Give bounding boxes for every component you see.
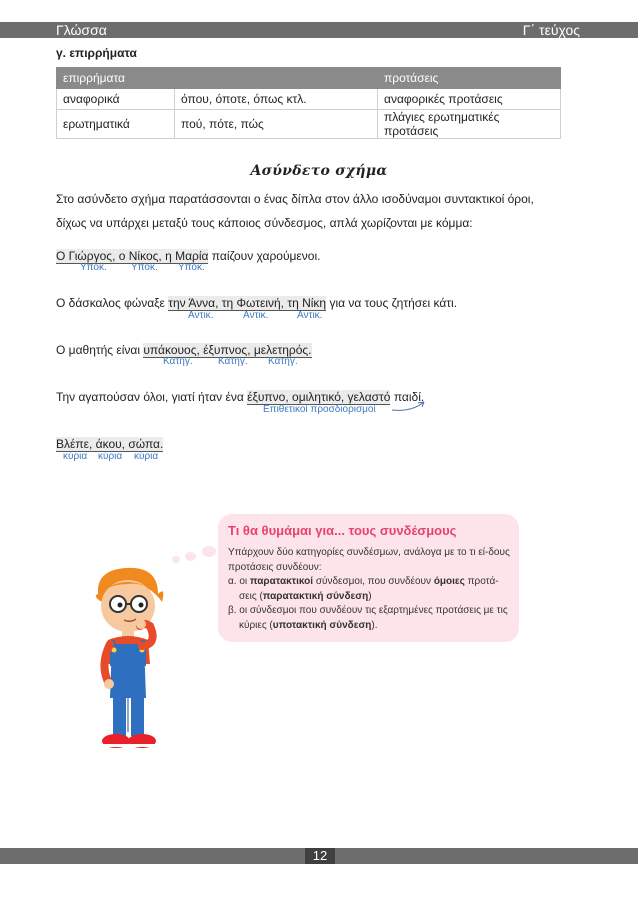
- example-sentence-3: Ο μαθητής είναι υπάκουος, έξυπνος, μελετηρός.: [56, 343, 312, 357]
- table-cell: αναφορικές προτάσεις: [378, 89, 561, 110]
- thought-bubble-dot: [202, 546, 216, 557]
- highlighted-phrase: Ο Γιώργος, ο Νίκος, η Μαρία: [56, 249, 209, 263]
- example-sentence-5: [56, 437, 163, 451]
- table-cell: αναφορικά: [57, 89, 175, 110]
- table-row: [57, 89, 561, 110]
- example-sentence-1: Ο Γιώργος, ο Νίκος, η Μαρία παίζουν χαρούμενοι.: [56, 249, 321, 263]
- tip-box: [218, 514, 519, 642]
- curved-arrow-icon: [390, 398, 430, 414]
- thinking-boy-illustration: [80, 564, 180, 759]
- volume-label: Γ΄ τεύχος: [522, 22, 580, 38]
- table-cell: όπου, όποτε, όπως κτλ.: [175, 89, 378, 110]
- tip-item-b: β. οι σύνδεσμοι που συνδέουν τις εξαρτημένες προτάσεις με τις κύριες (υποτακτική σύνδεση).: [228, 605, 508, 631]
- syntax-label: Κατηγ.: [163, 356, 193, 367]
- syntax-label: Κατηγ.: [268, 356, 298, 367]
- example-sentence-4: Την αγαπούσαν όλοι, γιατί ήταν ένα έξυπνο, ομιλητικό, γελαστό παιδί.: [56, 390, 425, 404]
- syntax-label: κύρια: [63, 451, 88, 462]
- table-cell: πλάγιες ερωτηματικές προτάσεις: [378, 110, 561, 139]
- subject-label: Γλώσσα: [56, 22, 107, 38]
- syntax-label: Υποκ.: [80, 262, 107, 273]
- table-header-row: [57, 68, 561, 89]
- table-header-cell: [175, 68, 378, 89]
- page-number: 12: [305, 848, 335, 864]
- page-footer: [0, 848, 638, 864]
- intro-paragraph: Στο ασύνδετο σχήμα παρατάσσονται ο ένας δίπλα στον άλλο ισοδύναμοι συντακτικοί όροι, δίχως να υπάρχει μεταξύ τους κάποιος σύνδεσμος, απλά χωρίζονται με κόμμα:: [56, 192, 534, 230]
- page-header: [0, 22, 638, 38]
- table-cell: πού, πότε, πώς: [175, 110, 378, 139]
- syntax-label: Υποκ.: [178, 262, 205, 273]
- thought-bubble-dot: [172, 556, 180, 563]
- tip-intro: Υπάρχουν δύο κατηγορίες συνδέσμων, ανάλογα με το τι εί-δους προτάσεις συνδέουν:: [228, 547, 510, 573]
- section-title: γ. επιρρήματα: [56, 46, 137, 60]
- example-sentence-2: Ο δάσκαλος φώναξε την Άννα, τη Φωτεινή, τη Νίκη για να τους ζητήσει κάτι.: [56, 296, 458, 310]
- tip-body: [228, 546, 516, 633]
- highlighted-phrase: την Άννα, τη Φωτεινή, τη Νίκη: [168, 296, 327, 310]
- tip-title: Τι θα θυμάμαι για... τους συνδέσμους: [228, 523, 457, 538]
- syntax-label: Υποκ.: [131, 262, 158, 273]
- table-header-cell: προτάσεις: [378, 68, 561, 89]
- syntax-label: Αντικ.: [297, 310, 323, 321]
- syntax-label: Αντικ.: [188, 310, 214, 321]
- syntax-label: Αντικ.: [243, 310, 269, 321]
- highlighted-phrase: υπάκουος, έξυπνος, μελετηρός.: [143, 343, 312, 357]
- syntax-label: κύρια: [98, 451, 123, 462]
- syntax-label: Επιθετικοί προσδιορισμοί: [263, 404, 376, 415]
- table-header-cell: επιρρήματα: [57, 68, 175, 89]
- syntax-label: κύρια: [134, 451, 159, 462]
- adverbs-table: [56, 67, 561, 139]
- highlighted-phrase: έξυπνο, ομιλητικό, γελαστό: [247, 390, 391, 404]
- tip-item-a: α. οι παρατακτικοί σύνδεσμοι, που συνδέουν όμοιες προτά-σεις (παρατακτική σύνδεση): [228, 576, 499, 602]
- table-row: [57, 110, 561, 139]
- highlighted-phrase: Βλέπε, άκου, σώπα.: [56, 437, 164, 451]
- thought-bubble-dot: [185, 552, 196, 561]
- syntax-label: Κατηγ.: [218, 356, 248, 367]
- asyndeto-title: Ασύνδετο σχήμα: [250, 163, 388, 179]
- table-cell: ερωτηματικά: [57, 110, 175, 139]
